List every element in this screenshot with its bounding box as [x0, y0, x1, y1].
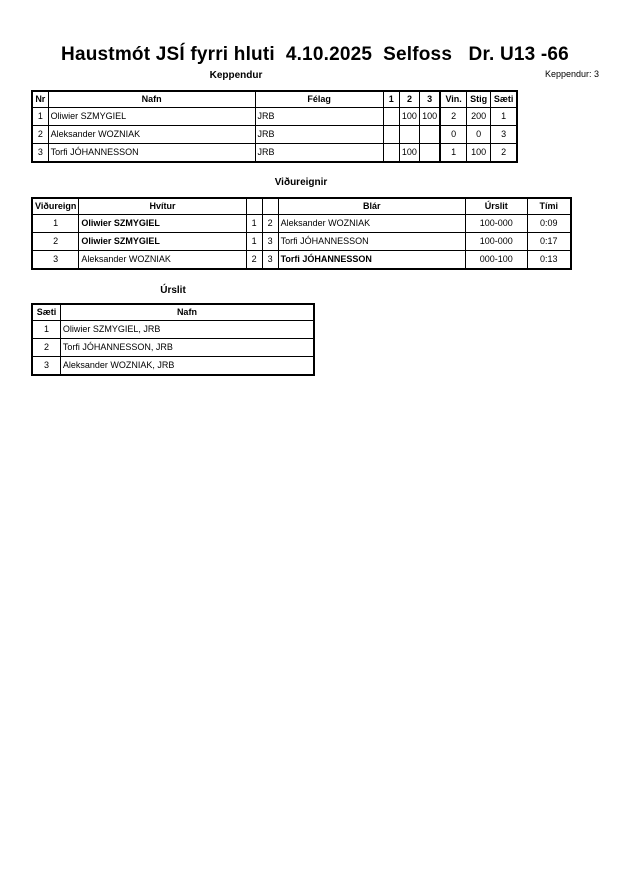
competitor-points: 200: [467, 108, 491, 126]
match-white-name: Aleksander WOZNIAK: [79, 251, 246, 270]
competitor-wins: 1: [440, 144, 466, 163]
competitor-club: JRB: [255, 126, 383, 144]
results-header-row: [32, 304, 314, 321]
matches-heading: Viðureignir: [274, 177, 328, 188]
col-blar: Blár: [278, 198, 465, 215]
competitors-table: [31, 90, 518, 163]
competitor-row: [32, 126, 517, 144]
competitor-r2: [399, 126, 419, 144]
competitor-r1: [383, 144, 399, 163]
match-blue-nr: 3: [262, 251, 278, 270]
match-row: [32, 251, 571, 270]
col-saeti: Sæti: [32, 304, 60, 321]
col-r1: 1: [383, 91, 399, 108]
col-vidureign: Viðureign: [32, 198, 79, 215]
result-name: Oliwier SZMYGIEL, JRB: [60, 321, 314, 339]
result-place: 3: [32, 357, 60, 376]
col-r2: 2: [399, 91, 419, 108]
competitor-name: Torfi JÓHANNESSON: [48, 144, 255, 163]
competitor-r1: [383, 108, 399, 126]
col-blue-nr: [262, 198, 278, 215]
col-urslit: Úrslit: [465, 198, 527, 215]
competitor-wins: 0: [440, 126, 466, 144]
competitor-club: JRB: [255, 144, 383, 163]
col-vin: Vin.: [440, 91, 466, 108]
competitor-row: [32, 108, 517, 126]
competitor-count: Keppendur: 3: [544, 69, 599, 79]
col-saeti: Sæti: [491, 91, 517, 108]
competitor-nr: 2: [32, 126, 48, 144]
col-nafn: Nafn: [48, 91, 255, 108]
match-result: 000-100: [465, 251, 527, 270]
col-felag: Félag: [255, 91, 383, 108]
col-nafn: Nafn: [60, 304, 314, 321]
col-white-nr: [246, 198, 262, 215]
matches-table: [31, 197, 572, 270]
competitor-place: 2: [491, 144, 517, 163]
competitor-r3: [420, 144, 441, 163]
result-row: [32, 339, 314, 357]
match-row: [32, 215, 571, 233]
col-nr: Nr: [32, 91, 48, 108]
competitor-r1: [383, 126, 399, 144]
match-white-nr: 1: [246, 215, 262, 233]
match-result: 100-000: [465, 215, 527, 233]
match-time: 0:13: [527, 251, 571, 270]
col-stig: Stig: [467, 91, 491, 108]
competitor-row: [32, 144, 517, 163]
matches-header-row: [32, 198, 571, 215]
page-title: Haustmót JSÍ fyrri hluti 4.10.2025 Selfoss Dr. U13 -66: [61, 44, 569, 65]
competitor-r3: [420, 126, 441, 144]
competitor-r3: 100: [420, 108, 441, 126]
match-blue-name: Aleksander WOZNIAK: [278, 215, 465, 233]
competitors-header-row: [32, 91, 517, 108]
match-blue-nr: 2: [262, 215, 278, 233]
results-table: [31, 303, 315, 376]
match-nr: 1: [32, 215, 79, 233]
competitor-nr: 1: [32, 108, 48, 126]
match-blue-name: Torfi JÓHANNESSON: [278, 233, 465, 251]
competitor-r2: 100: [399, 144, 419, 163]
match-white-name: Oliwier SZMYGIEL: [79, 215, 246, 233]
match-time: 0:17: [527, 233, 571, 251]
competitor-name: Aleksander WOZNIAK: [48, 126, 255, 144]
match-row: [32, 233, 571, 251]
match-nr: 2: [32, 233, 79, 251]
result-row: [32, 321, 314, 339]
competitor-place: 1: [491, 108, 517, 126]
competitor-name: Oliwier SZMYGIEL: [48, 108, 255, 126]
col-timi: Tími: [527, 198, 571, 215]
match-time: 0:09: [527, 215, 571, 233]
result-name: Aleksander WOZNIAK, JRB: [60, 357, 314, 376]
result-place: 2: [32, 339, 60, 357]
match-white-nr: 2: [246, 251, 262, 270]
competitor-wins: 2: [440, 108, 466, 126]
result-row: [32, 357, 314, 376]
match-blue-name: Torfi JÓHANNESSON: [278, 251, 465, 270]
match-white-name: Oliwier SZMYGIEL: [79, 233, 246, 251]
competitor-club: JRB: [255, 108, 383, 126]
result-name: Torfi JÓHANNESSON, JRB: [60, 339, 314, 357]
competitor-r2: 100: [399, 108, 419, 126]
competitor-place: 3: [491, 126, 517, 144]
results-heading: Úrslit: [160, 285, 186, 296]
col-r3: 3: [420, 91, 441, 108]
match-white-nr: 1: [246, 233, 262, 251]
match-nr: 3: [32, 251, 79, 270]
col-hvitur: Hvítur: [79, 198, 246, 215]
result-place: 1: [32, 321, 60, 339]
competitors-heading: Keppendur: [209, 70, 263, 81]
match-blue-nr: 3: [262, 233, 278, 251]
competitor-points: 100: [467, 144, 491, 163]
competitor-points: 0: [467, 126, 491, 144]
match-result: 100-000: [465, 233, 527, 251]
competitor-nr: 3: [32, 144, 48, 163]
